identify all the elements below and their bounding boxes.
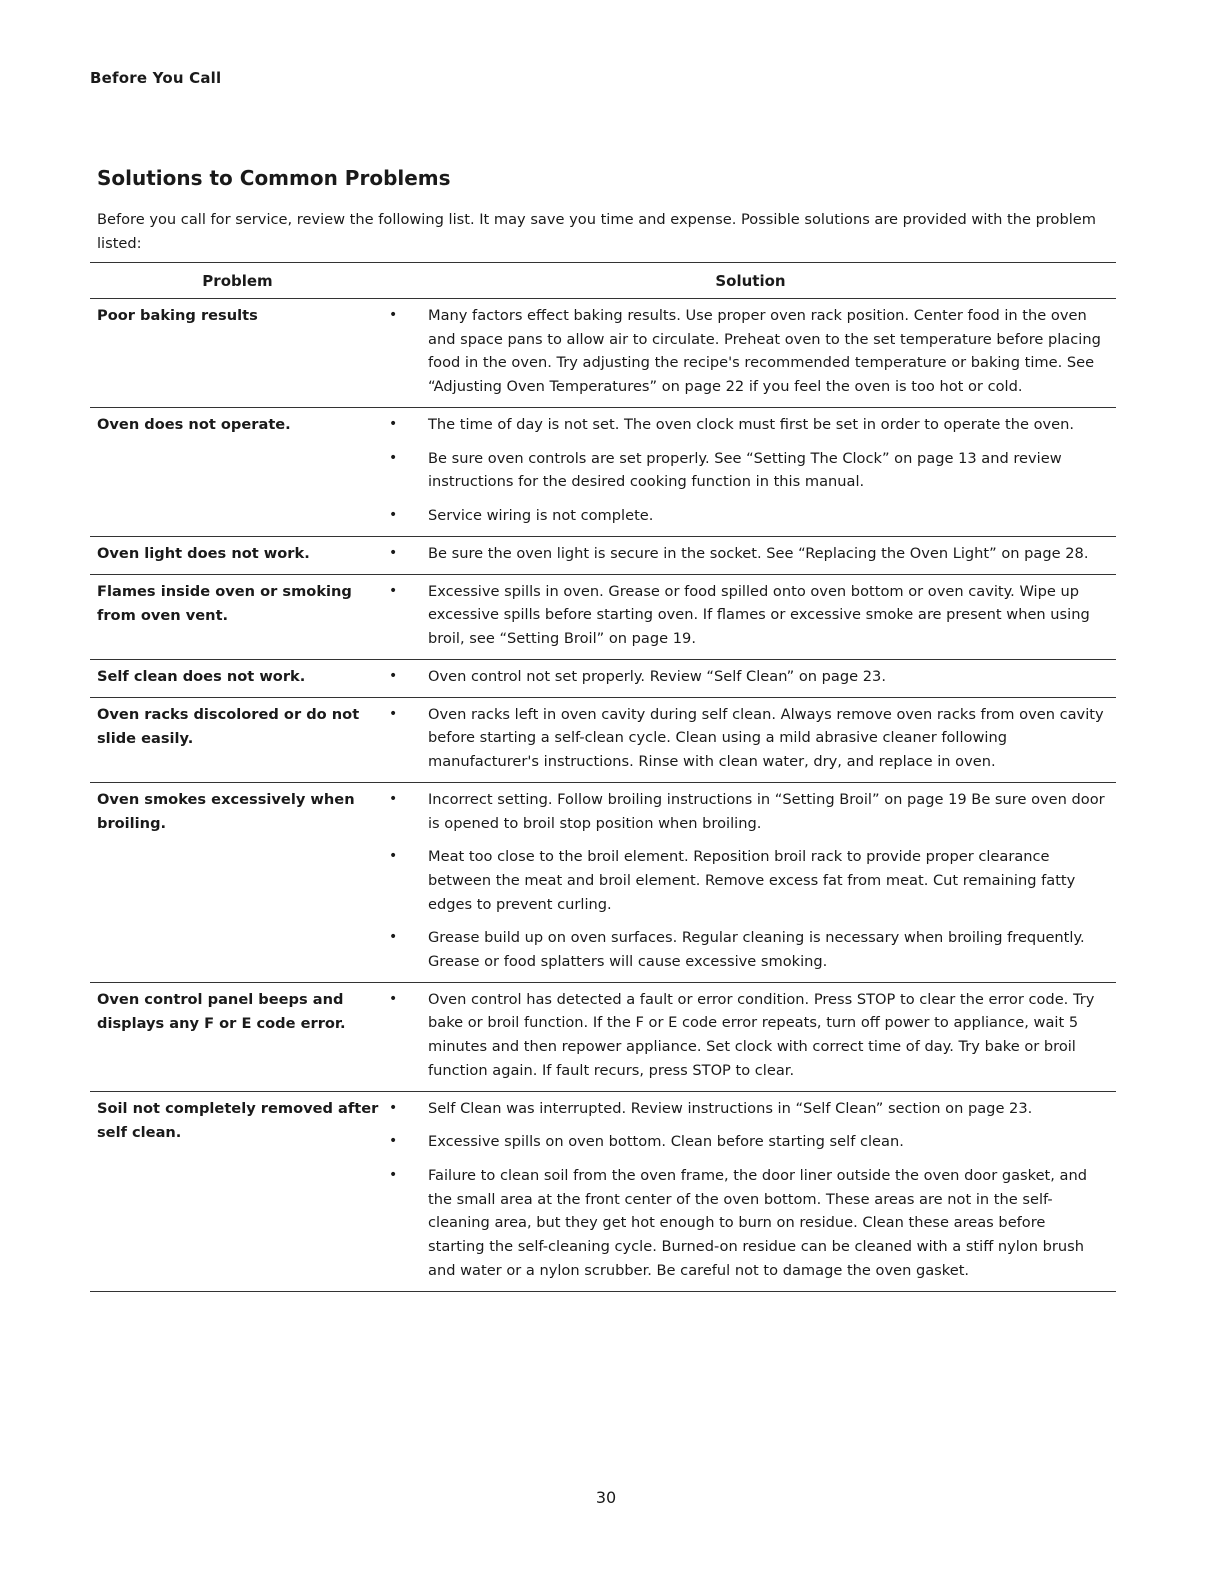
solution-item	[388, 413, 1116, 437]
table-row	[90, 660, 1116, 698]
problem-column-header: Problem	[202, 271, 273, 290]
bullet-icon: •	[389, 582, 398, 599]
solution-item	[388, 988, 1116, 1083]
solution-text: Meat too close to the broil element. Reposition broil rack to provide proper clearance between the meat and broil element. Remove excess fat from meat. Cut remaining fatty edges to prevent curling.	[428, 848, 1076, 913]
problem-cell: Oven control panel beeps and displays any F or E code error.	[97, 990, 346, 1032]
page-number: 30	[595, 1488, 617, 1507]
table-row	[90, 1092, 1116, 1292]
table-body	[90, 299, 1116, 1292]
solution-list	[388, 580, 1116, 651]
solution-list	[388, 988, 1116, 1083]
solution-text: The time of day is not set. The oven clock must first be set in order to operate the oven.	[428, 415, 1075, 433]
solution-item	[388, 703, 1116, 774]
solution-item	[388, 926, 1116, 973]
solution-list	[388, 665, 1116, 689]
solution-item	[388, 580, 1116, 651]
bullet-icon: •	[389, 929, 398, 946]
solution-text: Be sure the oven light is secure in the socket. See “Replacing the Oven Light” on page 28.	[428, 544, 1089, 562]
solution-text: Be sure oven controls are set properly. See “Setting The Clock” on page 13 and review instructions for the desired cooking function in this manual.	[428, 449, 1062, 491]
solution-text: Grease build up on oven surfaces. Regular cleaning is necessary when broiling frequently. Grease or food splatters will cause excessive smoking.	[428, 929, 1085, 971]
problem-cell: Oven light does not work.	[97, 544, 310, 562]
solution-text: Oven racks left in oven cavity during self clean. Always remove oven racks from oven cavity before starting a self-clean cycle. Clean using a mild abrasive cleaner following manufacturer's instructions. Rinse with clean water, dry, and replace in oven.	[428, 705, 1104, 771]
table-row	[90, 783, 1116, 983]
solution-item	[388, 1097, 1116, 1121]
problem-cell: Flames inside oven or smoking from oven vent.	[97, 582, 352, 624]
solution-column-header: Solution	[715, 271, 786, 290]
table-row	[90, 408, 1116, 537]
table-row	[90, 698, 1116, 783]
intro-paragraph: Before you call for service, review the following list. It may save you time and expense. Possible solutions are provided with the problem listed:	[97, 211, 1096, 252]
solution-item	[388, 788, 1116, 835]
solution-text: Excessive spills on oven bottom. Clean before starting self clean.	[428, 1133, 904, 1151]
problem-cell: Oven does not operate.	[97, 415, 291, 433]
solution-item	[388, 542, 1116, 566]
solution-text: Many factors effect baking results. Use proper oven rack position. Center food in the oven and space pans to allow air to circulate. Preheat oven to the set temperature before placing food in the oven. Try adjusting the recipe's recommended temperature or baking time. See “Adjusting Oven Temperatures” on page 22 if you feel the oven is too hot or cold.	[428, 307, 1101, 396]
solution-item	[388, 1130, 1116, 1154]
solution-item	[388, 1164, 1116, 1283]
problem-cell: Oven smokes excessively when broiling.	[97, 790, 355, 832]
bullet-icon: •	[389, 1099, 398, 1116]
solution-list	[388, 788, 1116, 974]
bullet-icon: •	[389, 667, 398, 684]
solution-list	[388, 1097, 1116, 1283]
bullet-icon: •	[389, 1133, 398, 1150]
solution-text: Incorrect setting. Follow broiling instructions in “Setting Broil” on page 19 Be sure oven door is opened to broil stop position when broiling.	[428, 790, 1105, 832]
troubleshooting-table	[90, 262, 1116, 1292]
page-title: Solutions to Common Problems	[97, 166, 451, 190]
problem-cell: Poor baking results	[97, 307, 258, 324]
solution-text: Self Clean was interrupted. Review instructions in “Self Clean” section on page 23.	[428, 1099, 1033, 1117]
bullet-icon: •	[389, 415, 398, 432]
bullet-icon: •	[389, 790, 398, 807]
bullet-icon: •	[389, 990, 398, 1007]
solution-text: Excessive spills in oven. Grease or food spilled onto oven bottom or oven cavity. Wipe up excessive spills before starting oven. If flames or excessive smoke are present when using broil, see “Setting Broil” on page 19.	[428, 582, 1090, 648]
problem-cell: Self clean does not work.	[97, 667, 306, 685]
solution-list	[388, 304, 1116, 399]
solution-item	[388, 665, 1116, 689]
solution-item	[388, 447, 1116, 494]
solution-item	[388, 504, 1116, 528]
bullet-icon: •	[389, 307, 398, 323]
table-row	[90, 983, 1116, 1092]
solution-text: Oven control not set properly. Review “Self Clean” on page 23.	[428, 667, 886, 685]
bullet-icon: •	[389, 1166, 398, 1183]
section-header: Before You Call	[90, 69, 222, 87]
solution-text: Service wiring is not complete.	[428, 506, 654, 524]
table-header-row	[90, 263, 1116, 299]
bullet-icon: •	[389, 449, 398, 466]
table-row	[90, 299, 1116, 408]
problem-cell: Oven racks discolored or do not slide easily.	[97, 705, 360, 747]
table-row	[90, 537, 1116, 575]
bullet-icon: •	[389, 848, 398, 865]
solution-item	[388, 845, 1116, 916]
solution-list	[388, 542, 1116, 566]
solution-list	[388, 413, 1116, 528]
solution-text: Oven control has detected a fault or error condition. Press STOP to clear the error code. Try bake or broil function. If the F or E code error repeats, turn off power to appliance, wait 5 minutes and then repower appliance. Set clock with correct time of day. Try bake or broil function again. If fault recurs, press STOP to clear.	[428, 990, 1095, 1079]
bullet-icon: •	[389, 506, 398, 523]
problem-cell: Soil not completely removed after self clean.	[97, 1099, 379, 1141]
solution-list	[388, 703, 1116, 774]
bullet-icon: •	[389, 544, 398, 561]
solution-text: Failure to clean soil from the oven frame, the door liner outside the oven door gasket, and the small area at the front center of the oven bottom. These areas are not in the self-cleaning area, but they get hot enough to burn on residue. Clean these areas before starting the self-cleaning cycle. Burned-on residue can be cleaned with a stiff nylon brush and water or a nylon scrubber. Be careful not to damage the oven gasket.	[428, 1166, 1088, 1279]
solution-item	[388, 304, 1116, 399]
table-row	[90, 575, 1116, 660]
bullet-icon: •	[389, 705, 398, 722]
